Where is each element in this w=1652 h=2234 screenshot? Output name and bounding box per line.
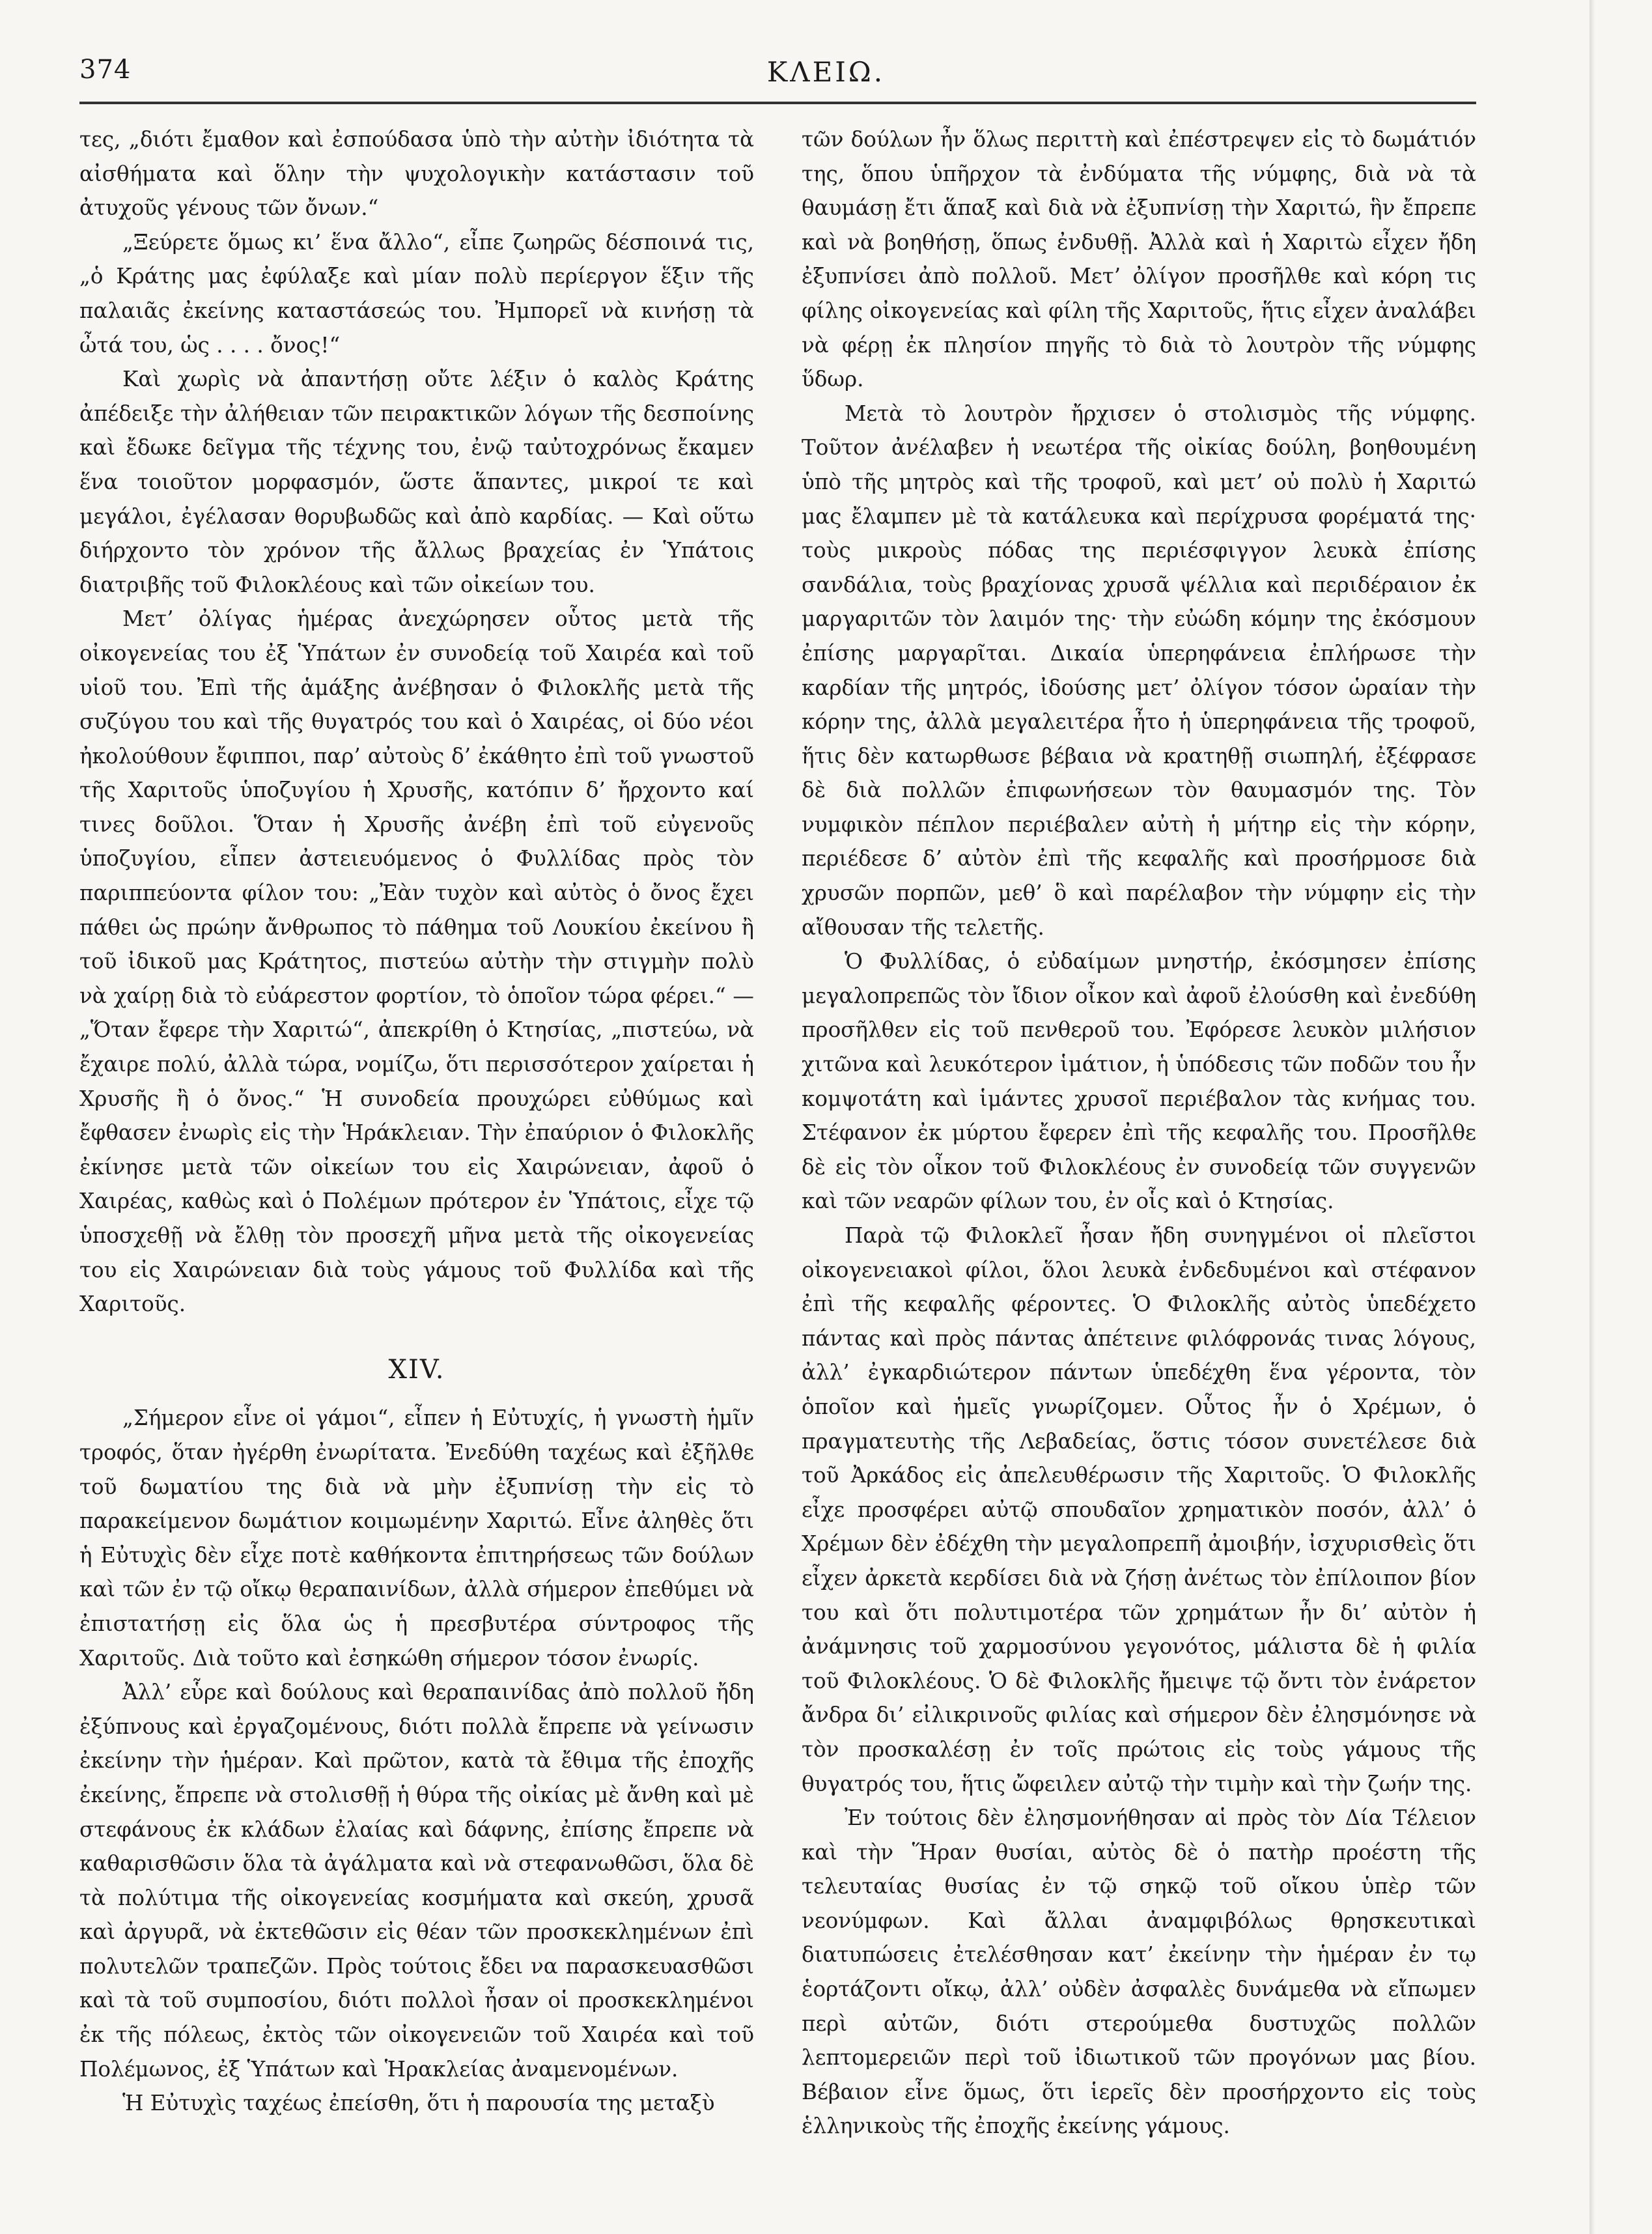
paragraph: Ἐν τούτοις δὲν ἐλησμονήθησαν αἱ πρὸς τὸν Δία Τέλειον καὶ τὴν Ἥραν θυσίαι, αὐτὸς δὲ ὁ πατὴρ προέστη τῆς τελευταίας θυσίας ἐν τῷ σηκῷ τοῦ οἴκου ὑπὲρ τῶν νεονύμφων. Καὶ ἄλλαι ἀναμφιβόλως θρησκευτικαὶ διατυπώσεις ἐτελέσθησαν κατ’ ἐκείνην τὴν ἡμέραν ἐν τῳ ἑορτάζοντι οἴκῳ, ἀλλ’ οὐδὲν ἀσφαλὲς δυνάμεθα νὰ εἴπωμεν περὶ αὐτῶν, διότι στερούμεθα δυστυχῶς πολλῶν λεπτομερειῶν περὶ τοῦ ἰδιωτικοῦ τῶν προγόνων μας βίου. Βέβαιον εἶνε ὅμως, ὅτι ἱερεῖς δὲν προσήρχοντο εἰς τοὺς ἑλληνικοὺς τῆς ἐποχῆς ἐκείνης γάμους. (802, 1805, 1476, 2139)
paragraph: τες, „διότι ἔμαθον καὶ ἐσπούδασα ὑπὸ τὴν αὐτὴν ἰδιότητα τὰ αἰσθήματα καὶ ὅλην τὴν ψυχολογικὴν κατάστασιν τοῦ ἀτυχοῦς γένους τῶν ὄνων.“ (79, 127, 754, 221)
paragraph-continuation: τῶν δούλων ἦν ὅλως περιττὴ καὶ ἐπέστρεψεν εἰς τὸ δωμάτιόν της, ὅπου ὑπῆρχον τὰ ἐνδύματα τῆς νύμφης, διὰ νὰ τὰ θαυμάσῃ ἔτι ἅπαξ καὶ διὰ νὰ ἐξυπνίσῃ τὴν Χαριτώ, ἣν ἔπρεπε καὶ νὰ βοηθήσῃ, ὅπως ἐνδυθῇ. Ἀλλὰ καὶ ἡ Χαριτὼ εἶχεν ἤδη ἐξυπνίσει ἀπὸ πολλοῦ. Μετ’ ὀλίγον προσῆλθε καὶ κόρη τις φίλης οἰκογενείας καὶ φίλη τῆς Χαριτοῦς, ἥτις εἶχεν ἀναλάβει νὰ φέρῃ ἐκ πλησίον πηγῆς τὸ διὰ τὸ λουτρὸν τῆς νύμφης ὕδωρ. (802, 127, 1476, 392)
left-column (79, 122, 754, 2121)
page-edge-shadow (1589, 0, 1595, 2234)
paragraph: Ἀλλ’ εὗρε καὶ δούλους καὶ θεραπαινίδας ἀπὸ πολλοῦ ἤδη ἐξύπνους καὶ ἐργαζομένους, διότι πολλὰ ἔπρεπε νὰ γείνωσιν ἐκείνην τὴν ἡμέραν. Καὶ πρῶτον, κατὰ τὰ ἔθιμα τῆς ἐποχῆς ἐκείνης, ἔπρεπε νὰ στολισθῇ ἡ θύρα τῆς οἰκίας μὲ ἄνθη καὶ μὲ στεφάνους ἐκ κλάδων ἐλαίας καὶ δάφνης, ἐπίσης ἔπρεπε νὰ καθαρισθῶσιν ὅλα τὰ ἀγάλματα καὶ νὰ στεφανωθῶσι, ὅλα δὲ τὰ πολύτιμα τῆς οἰκογενείας κοσμήματα καὶ σκεύη, χρυσᾶ καὶ ἀργυρᾶ, νὰ ἐκτεθῶσιν εἰς θέαν τῶν προσκεκλημένων ἐπὶ πολυτελῶν τραπεζῶν. Πρὸς τούτοις ἔδει να παρασκευασθῶσι καὶ τὰ τοῦ συμποσίου, διότι πολλοὶ ἦσαν οἱ προσκεκλημένοι ἐκ τῆς πόλεως, ἐκτὸς τῶν οἰκογενειῶν τοῦ Χαιρέα καὶ τοῦ Πολέμωνος, ἐξ Ὑπάτων καὶ Ἡρακλείας ἀναμενομένων. (79, 1680, 754, 2082)
running-head-title: ΚΛΕΙΩ. (766, 56, 886, 88)
paragraph: „Σήμερον εἶνε οἱ γάμοι“, εἶπεν ἡ Εὐτυχίς, ἡ γνωστὴ ἡμῖν τροφός, ὅταν ἠγέρθη ἐνωρίτατα. Ἐνεδύθη ταχέως καὶ ἐξῆλθε τοῦ δωματίου της διὰ νὰ μὴν ἐξυπνίσῃ τὴν εἰς τὸ παρακείμενον δωμάτιον κοιμωμένην Χαριτώ. Εἶνε ἀληθὲς ὅτι ἡ Εὐτυχὶς δὲν εἶχε ποτὲ καθήκοντα ἐπιτηρήσεως τῶν δούλων καὶ τῶν ἐν τῷ οἴκῳ θεραπαινίδων, ἀλλὰ σήμερον ἐπεθύμει νὰ ἐπιστατήσῃ εἰς ὅλα ὡς ἡ πρεσβυτέρα σύντροφος τῆς Χαριτοῦς. Διὰ τοῦτο καὶ ἐσηκώθη σήμερον τόσον ἐνωρίς. (79, 1406, 754, 1671)
paragraph: Μετὰ τὸ λουτρὸν ἤρχισεν ὁ στολισμὸς τῆς νύμφης. Τοῦτον ἀνέλαβεν ἡ νεωτέρα τῆς οἰκίας δούλη, βοηθουμένη ὑπὸ τῆς μητρὸς καὶ τῆς τροφοῦ, καὶ μετ’ οὐ πολὺ ἡ Χαριτώ μας ἔλαμπεν μὲ τὰ κατάλευκα καὶ περίχρυσα φορέματά της· τοὺς μικροὺς πόδας της περιέσφιγγον λευκὰ ἐπίσης σανδάλια, τοὺς βραχίονας χρυσᾶ ψέλλια καὶ περιδέραιον ἐκ μαργαριτῶν τὸν λαιμόν της· τὴν εὐώδη κόμην της ἐκόσμουν ἐπίσης μαργαρῖται. Δικαία ὑπερηφάνεια ἐπλήρωσε τὴν καρδίαν τῆς μητρός, ἰδούσης μετ’ ὀλίγον τόσον ὡραίαν τὴν κόρην της, ἀλλὰ μεγαλειτέρα ἦτο ἡ ὑπερηφάνεια τῆς τροφοῦ, ἥτις δὲν κατωρθωσε βέβαια νὰ κρατηθῇ σιωπηλή, ἐξέφρασε δὲ διὰ πολλῶν ἐπιφωνήσεων τὸν θαυμασμόν της. Τὸν νυμφικὸν πέπλον περιέβαλεν αὐτὴ ἡ μήτηρ εἰς τὴν κόρην, περιέδεσε δ’ αὐτὸν ἐπὶ τῆς κεφαλῆς καὶ προσήρμοσε διὰ χρυσῶν πορπῶν, μεθ’ ὃ καὶ παρέλαβον τὴν νύμφην εἰς τὴν αἴθουσαν τῆς τελετῆς. (802, 401, 1476, 940)
paragraph: Παρὰ τῷ Φιλοκλεῖ ἦσαν ἤδη συνηγμένοι οἱ πλεῖστοι οἰκογενειακοὶ φίλοι, ὅλοι λευκὰ ἐνδεδυμένοι καὶ στέφανον ἐπὶ τῆς κεφαλῆς φέροντες. Ὁ Φιλοκλῆς αὐτὸς ὑπεδέχετο πάντας καὶ πρὸς πάντας ἀπέτεινε φιλόφρονάς τινας λόγους, ἀλλ’ ἐγκαρδιώτερον πάντων ὑπεδέχθη ἕνα γέροντα, τὸν ὁποῖον καὶ ἡμεῖς γνωρίζομεν. Οὗτος ἦν ὁ Χρέμων, ὁ πραγματευτὴς τῆς Λεβαδείας, ὅστις τόσον συνετέλεσε διὰ τοῦ Ἀρκάδος εἰς ἀπελευθέρωσιν τῆς Χαριτοῦς. Ὁ Φιλοκλῆς εἶχε προσφέρει αὐτῷ σπουδαῖον χρηματικὸν ποσόν, ἀλλ’ ὁ Χρέμων δὲν ἐδέχθη τὴν μεγαλοπρεπῆ ἀμοιβήν, ἰσχυρισθεὶς ὅτι εἶχεν ἀρκετὰ κερδίσει διὰ νὰ ζήσῃ ἀνέτως τὸν ἐπίλοιπον βίον του καὶ ὅτι πολυτιμοτέρα τῶν χρημάτων ἦν δι’ αὐτὸν ἡ ἀνάμνησις τοῦ χαρμοσύνου γεγονότος, μάλιστα δὲ ἡ φιλία τοῦ Φιλοκλέους. Ὁ δὲ Φιλοκλῆς ἤμειψε τῷ ὄντι τὸν ἐνάρετον ἄνδρα δι’ εἰλικρινοῦς φιλίας καὶ σήμερον δὲν ἐλησμόνησε νὰ τὸν προσκαλέσῃ ἐν τοῖς πρώτοις εἰς τοὺς γάμους τῆς θυγατρός του, ἥτις ὤφειλεν αὐτῷ τὴν τιμὴν καὶ τὴν ζωήν της. (802, 1223, 1476, 1796)
section-heading: XIV. (388, 1354, 445, 1385)
paragraph: „Ξεύρετε ὅμως κι’ ἕνα ἄλλο“, εἶπε ζωηρῶς δέσποινά τις, „ὁ Κράτης μας ἐφύλαξε καὶ μίαν πολὺ περίεργον ἕξιν τῆς παλαιᾶς ἐκείνης καταστάσεώς του. Ἠμπορεῖ νὰ κινήσῃ τὰ ὦτά του, ὡς . . . . ὄνος!“ (79, 229, 754, 358)
page-number: 374 (79, 55, 132, 85)
paragraph: Μετ’ ὀλίγας ἡμέρας ἀνεχώρησεν οὗτος μετὰ τῆς οἰκογενείας του ἐξ Ὑπάτων ἐν συνοδείᾳ τοῦ Χαιρέα καὶ τοῦ υἱοῦ του. Ἐπὶ τῆς ἁμάξης ἀνέβησαν ὁ Φιλοκλῆς μετὰ τῆς συζύγου του καὶ τῆς θυγατρός του καὶ ὁ Χαιρέας, οἱ δύο νέοι ἠκολούθουν ἔφιπποι, παρ’ αὐτοὺς δ’ ἐκάθητο ἐπὶ τοῦ γνωστοῦ τῆς Χαριτοῦς ὑποζυγίου ἡ Χρυσῆς, κατόπιν δ’ ἤρχοντο καί τινες δοῦλοι. Ὅταν ἡ Χρυσῆς ἀνέβη ἐπὶ τοῦ εὐγενοῦς ὑποζυγίου, εἶπεν ἀστειευόμενος ὁ Φυλλίδας πρὸς τὸν παριππεύοντα φίλον του: „Ἐὰν τυχὸν καὶ αὐτὸς ὁ ὄνος ἔχει πάθει ὡς πρώην ἄνθρωπος τὸ πάθημα τοῦ Λουκίου ἐκείνου ἢ τοῦ ἰδικοῦ μας Κράτητος, πιστεύω αὐτὴν τὴν στιγμὴν πολὺ νὰ χαίρῃ διὰ τὸ εὐάρεστον φορτίον, τὸ ὁποῖον τώρα φέρει.“ — „Ὅταν ἔφερε τὴν Χαριτώ“, ἀπεκρίθη ὁ Κτησίας, „πιστεύω, νὰ ἔχαιρε πολύ, ἀλλὰ τώρα, νομίζω, ὅτι περισσότερον χαίρεται ἡ Χρυσῆς ἢ ὁ ὄνος.“ Ἡ συνοδεία προυχώρει εὐθύμως καὶ ἔφθασεν ἐνωρὶς εἰς τὴν Ἡράκλειαν. Τὴν ἐπαύριον ὁ Φιλοκλῆς ἐκίνησε μετὰ τῶν οἰκείων του εἰς Χαιρώνειαν, ἀφοῦ ὁ Χαιρέας, καθὼς καὶ ὁ Πολέμων πρότερον ἐν Ὑπάτοις, εἶχε τῷ ὑποσχεθῇ νὰ ἔλθῃ τὸν προσεχῆ μῆνα μετὰ τῆς οἰκογενείας του εἰς Χαιρώνειαν διὰ τοὺς γάμους τοῦ Φυλλίδα καὶ τῆς Χαριτοῦς. (79, 606, 754, 1317)
right-column (802, 122, 1476, 2143)
paragraph: Καὶ χωρὶς νὰ ἀπαντήσῃ οὔτε λέξιν ὁ καλὸς Κράτης ἀπέδειξε τὴν ἀλήθειαν τῶν πειρακτικῶν λόγων τῆς δεσποίνης καὶ ἔδωκε δεῖγμα τῆς τέχνης του, ἐνῷ ταὐτοχρόνως ἔκαμεν ἕνα τοιοῦτον μορφασμόν, ὥστε ἅπαντες, μικροί τε καὶ μεγάλοι, ἐγέλασαν θορυβωδῶς καὶ ἀπὸ καρδίας. — Καὶ οὕτω διήρχοντο τὸν χρόνον τῆς ἄλλως βραχείας ἐν Ὑπάτοις διατριβῆς τοῦ Φιλοκλέους καὶ τῶν οἰκείων του. (79, 367, 754, 597)
paragraph: Ὁ Φυλλίδας, ὁ εὐδαίμων μνηστήρ, ἐκόσμησεν ἐπίσης μεγαλοπρεπῶς τὸν ἴδιον οἶκον καὶ ἀφοῦ ἐλούσθη καὶ ἐνεδύθη προσῆλθεν εἰς τοῦ πενθεροῦ του. Ἐφόρεσε λευκὸν μιλήσιον χιτῶνα καὶ λευκότερον ἱμάτιον, ἡ ὑπόδεσις τῶν ποδῶν του ἦν κομψοτάτη καὶ ἱμάντες χρυσοῖ περιέβαλον τὰς κνήμας του. Στέφανον ἐκ μύρτου ἔφερεν ἐπὶ τῆς κεφαλῆς του. Προσῆλθε δὲ εἰς τὸν οἶκον τοῦ Φιλοκλέους ἐν συνοδείᾳ τῶν συγγενῶν καὶ τῶν νεαρῶν φίλων του, ἐν οἷς καὶ ὁ Κτησίας. (802, 949, 1476, 1214)
header-rule (79, 102, 1476, 104)
paragraph: Ἡ Εὐτυχὶς ταχέως ἐπείσθη, ὅτι ἡ παρουσία της μεταξὺ (122, 2091, 715, 2116)
